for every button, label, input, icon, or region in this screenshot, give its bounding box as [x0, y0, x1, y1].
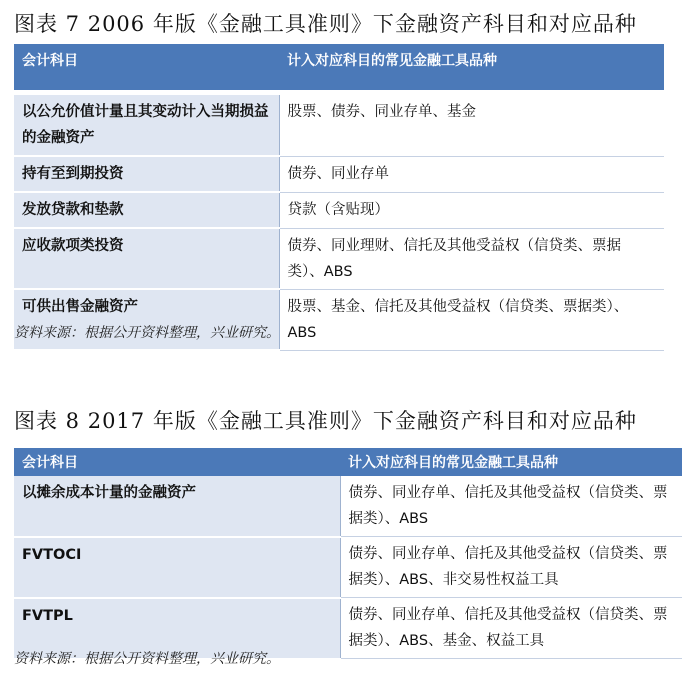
table-row: [14, 228, 664, 289]
account-cell: 可供出售金融资产: [14, 289, 279, 350]
table-row: [14, 156, 664, 192]
instruments-cell: 债券、同业理财、信托及其他受益权（信贷类、票据类）、ABS: [279, 228, 664, 289]
header-account: 会计科目: [14, 44, 279, 90]
instruments-cell: 股票、债券、同业存单、基金: [279, 95, 664, 157]
table-header-row: [14, 44, 664, 90]
figure-8-source: 资料来源：根据公开资料整理，兴业研究。: [14, 651, 280, 667]
instruments-cell: 债券、同业存单、信托及其他受益权（信贷类、票据类）、ABS、非交易性权益工具: [340, 537, 682, 598]
instruments-cell: 贷款（含贴现）: [279, 192, 664, 228]
instruments-cell: 债券、同业存单、信托及其他受益权（信贷类、票据类）、ABS: [340, 476, 682, 537]
header-account: 会计科目: [14, 448, 340, 476]
account-cell: 以摊余成本计量的金融资产: [14, 476, 340, 537]
account-cell: FVTPL: [14, 598, 340, 659]
table-row: [14, 476, 682, 537]
header-instruments: 计入对应科目的常见金融工具品种: [340, 448, 682, 476]
account-cell: 应收款项类投资: [14, 228, 279, 289]
account-cell: 持有至到期投资: [14, 156, 279, 192]
instruments-cell: 股票、基金、信托及其他受益权（信贷类、票据类）、ABS: [279, 289, 664, 350]
table-2006-standard: [14, 44, 664, 351]
table-row: [14, 192, 664, 228]
figure-7-title: 图表 7 2006 年版《金融工具准则》下金融资产科目和对应品种: [14, 12, 637, 36]
account-cell: 以公允价值计量且其变动计入当期损益的金融资产: [14, 95, 279, 157]
table-header-row: [14, 448, 682, 476]
table-row: [14, 95, 664, 157]
figure-8-title: 图表 8 2017 年版《金融工具准则》下金融资产科目和对应品种: [14, 409, 637, 433]
table-row: [14, 537, 682, 598]
instruments-cell: 债券、同业存单: [279, 156, 664, 192]
header-instruments: 计入对应科目的常见金融工具品种: [279, 44, 664, 90]
instruments-cell: 债券、同业存单、信托及其他受益权（信贷类、票据类）、ABS、基金、权益工具: [340, 598, 682, 659]
account-cell: FVTOCI: [14, 537, 340, 598]
figure-7-source: 资料来源：根据公开资料整理，兴业研究。: [14, 325, 280, 341]
table-2017-standard: [14, 448, 682, 660]
account-cell: 发放贷款和垫款: [14, 192, 279, 228]
